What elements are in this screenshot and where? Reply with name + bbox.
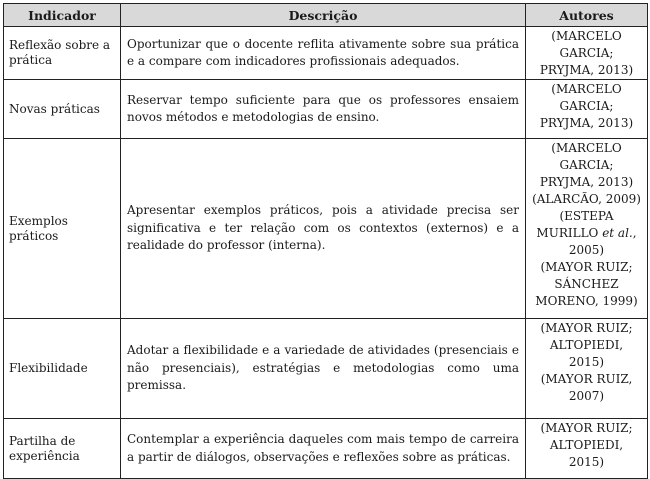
indicator-cell: Reflexão sobre a prática <box>4 27 121 80</box>
description-cell: Oportunizar que o docente reflita ativamente sobre sua prática e a compare com indicadores profissionais adequados. <box>121 27 526 80</box>
author-line: (MAYOR RUIZ; <box>540 421 633 435</box>
author-line: ALTOPIEDI, <box>549 338 624 352</box>
author-line: (MARCELO <box>551 82 622 96</box>
header-authors: Autores <box>526 4 648 27</box>
header-indicator: Indicador <box>4 4 121 27</box>
description-cell: Adotar a flexibilidade e a variedade de atividades (presenciais e não presenciais), estratégias e metodologias como uma premissa. <box>121 319 526 419</box>
authors-cell <box>526 419 648 479</box>
author-line: GARCIA; <box>559 99 614 113</box>
author-line: 2005) <box>568 243 605 257</box>
author-line: (MAYOR RUIZ, <box>540 372 633 386</box>
author-line: GARCIA; <box>559 46 614 60</box>
description-cell: Contemplar a experiência daqueles com mais tempo de carreira a partir de diálogos, observações e reflexões sobre as práticas. <box>121 419 526 479</box>
authors-cell <box>526 27 648 80</box>
header-row <box>4 4 648 27</box>
header-description: Descrição <box>121 4 526 27</box>
author-line: ALTOPIEDI, <box>549 438 624 452</box>
author-line: (ESTEPA <box>559 209 614 223</box>
author-line: 2007) <box>568 389 605 403</box>
authors-cell <box>526 80 648 139</box>
indicator-cell: Partilha de experiência <box>4 419 121 479</box>
author-line: MURILLO et al., <box>536 226 637 240</box>
author-line: SÁNCHEZ <box>554 277 619 291</box>
author-line: 2015) <box>568 355 605 369</box>
indicator-cell: Novas práticas <box>4 80 121 139</box>
indicator-cell: Exemplos práticos <box>4 139 121 319</box>
author-line: PRYJMA, 2013) <box>539 175 634 189</box>
table-row <box>4 27 648 80</box>
author-line: MORENO, 1999) <box>535 294 638 308</box>
description-cell: Apresentar exemplos práticos, pois a atividade precisa ser significativa e ter relação com os contextos (externos) e a realidade do professor (interna). <box>121 139 526 319</box>
authors-cell <box>526 139 648 319</box>
author-line: (MARCELO <box>551 29 622 43</box>
table-row <box>4 139 648 319</box>
table-row <box>4 419 648 479</box>
authors-cell <box>526 319 648 419</box>
author-line: GARCIA; <box>559 158 614 172</box>
indicator-cell: Flexibilidade <box>4 319 121 419</box>
author-line: (MAYOR RUIZ; <box>540 260 633 274</box>
author-line: (MAYOR RUIZ; <box>540 321 633 335</box>
indicators-table <box>3 3 648 479</box>
description-cell: Reservar tempo suficiente para que os professores ensaiem novos métodos e metodologias de ensino. <box>121 80 526 139</box>
author-line: PRYJMA, 2013) <box>539 63 634 77</box>
author-line: PRYJMA, 2013) <box>539 116 634 130</box>
table-row <box>4 80 648 139</box>
author-line: (MARCELO <box>551 141 622 155</box>
author-line: (ALARCÃO, 2009) <box>532 192 641 206</box>
author-line: 2015) <box>568 455 605 469</box>
table-row <box>4 319 648 419</box>
